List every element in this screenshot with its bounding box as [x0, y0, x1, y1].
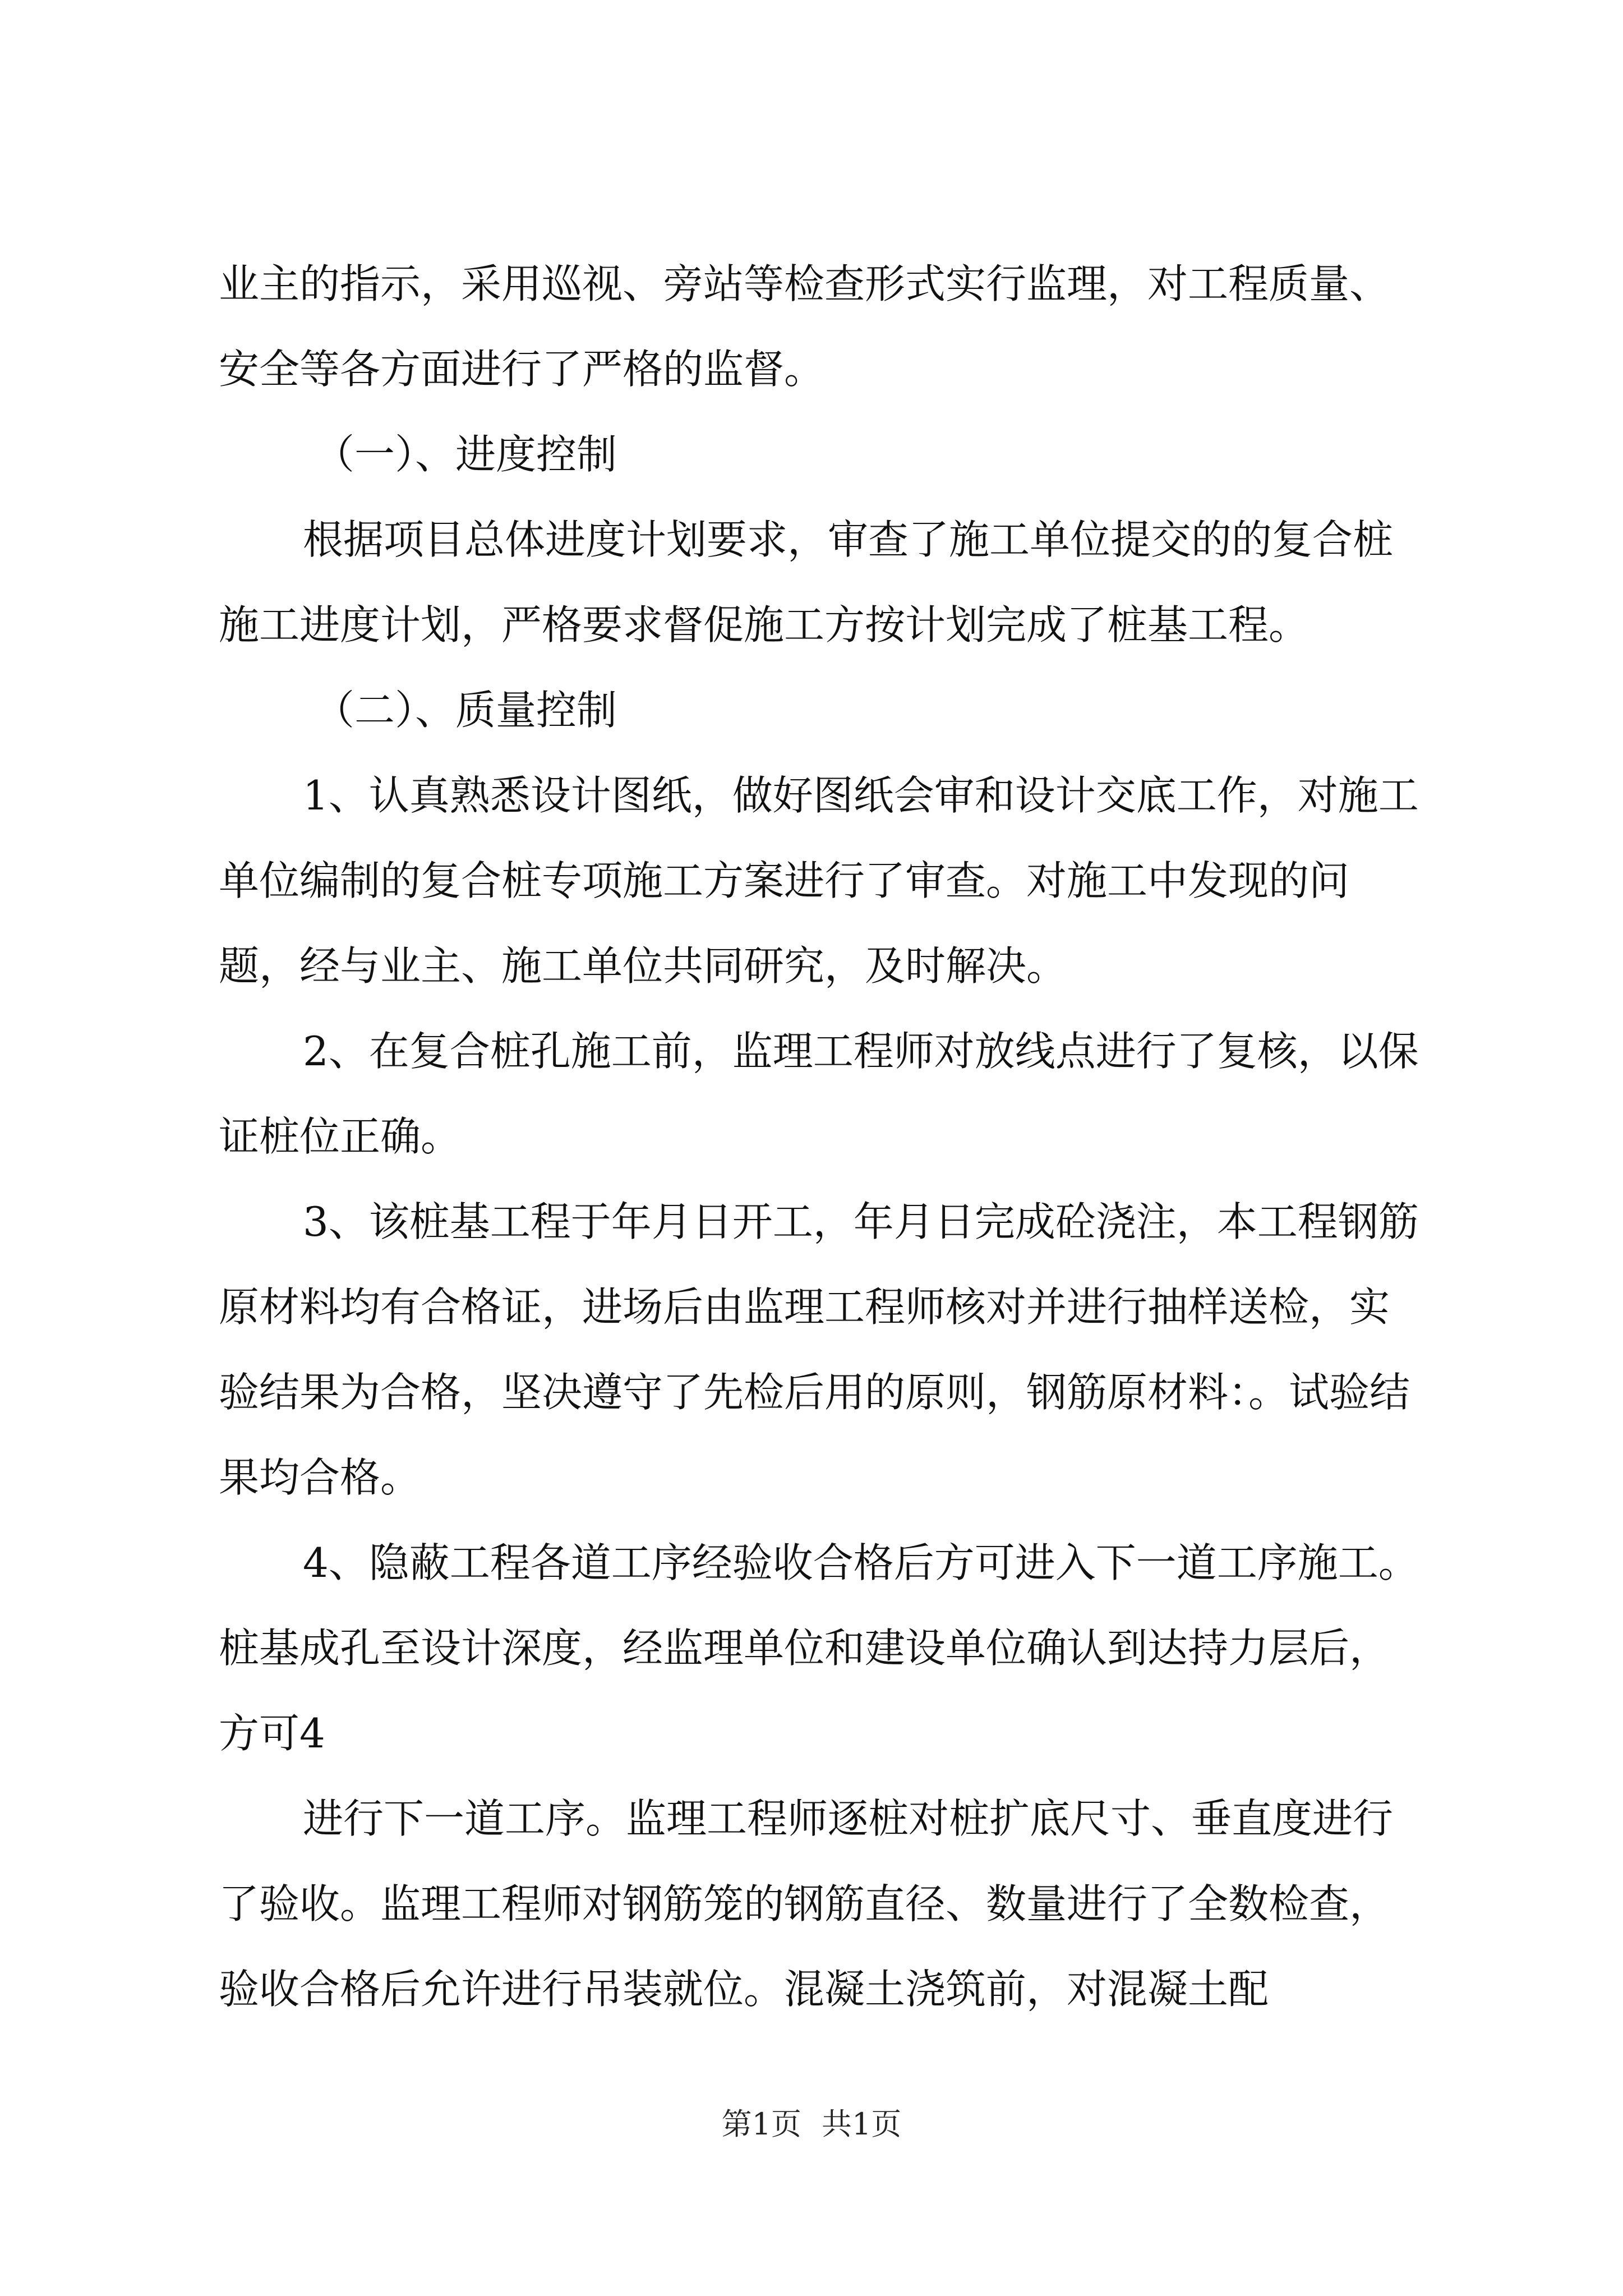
paragraph-item-4: 4、隐蔽工程各道工序经验收合格后方可进入下一道工序施工。桩基成孔至设计深度，经监理单位和建设单位确认到达持力层后，方可4 — [219, 1539, 1419, 1757]
page-total: 共1页 — [822, 2106, 902, 2142]
section-heading-quality-control: （二）、质量控制 — [314, 687, 617, 734]
page-footer — [0, 2105, 1623, 2144]
paragraph-progress-control: 根据项目总体进度计划要求，审查了施工单位提交的的复合桩施工进度计划，严格要求督促施工方按计划完成了桩基工程。 — [219, 516, 1394, 648]
paragraph-item-2: 2、在复合桩孔施工前，监理工程师对放线点进行了复核，以保证桩位正确。 — [219, 1028, 1419, 1160]
paragraph-item-3: 3、该桩基工程于年月日开工，年月日完成砼浇注，本工程钢筋原材料均有合格证，进场后由监理工程师核对并进行抽样送检，实验结果为合格，坚决遵守了先检后用的原则，钢筋原材料：。试验结果均合格。 — [219, 1198, 1419, 1501]
paragraph-item-1: 1、认真熟悉设计图纸，做好图纸会审和设计交底工作，对施工单位编制的复合桩专项施工方案进行了审查。对施工中发现的问题，经与业主、施工单位共同研究，及时解决。 — [219, 772, 1419, 990]
page-number: 第1页 — [721, 2106, 801, 2142]
section-heading-progress-control: （一）、进度控制 — [314, 431, 617, 478]
paragraph-continued: 进行下一道工序。监理工程师逐桩对桩扩底尺寸、垂直度进行了验收。监理工程师对钢筋笼的钢筋直径、数量进行了全数检查，验收合格后允许进行吊装就位。混凝土浇筑前，对混凝土配 — [219, 1795, 1394, 2013]
document-body — [219, 241, 1419, 2032]
paragraph-continuation: 业主的指示，采用巡视、旁站等检查形式实行监理，对工程质量、安全等各方面进行了严格的监督。 — [219, 260, 1390, 393]
